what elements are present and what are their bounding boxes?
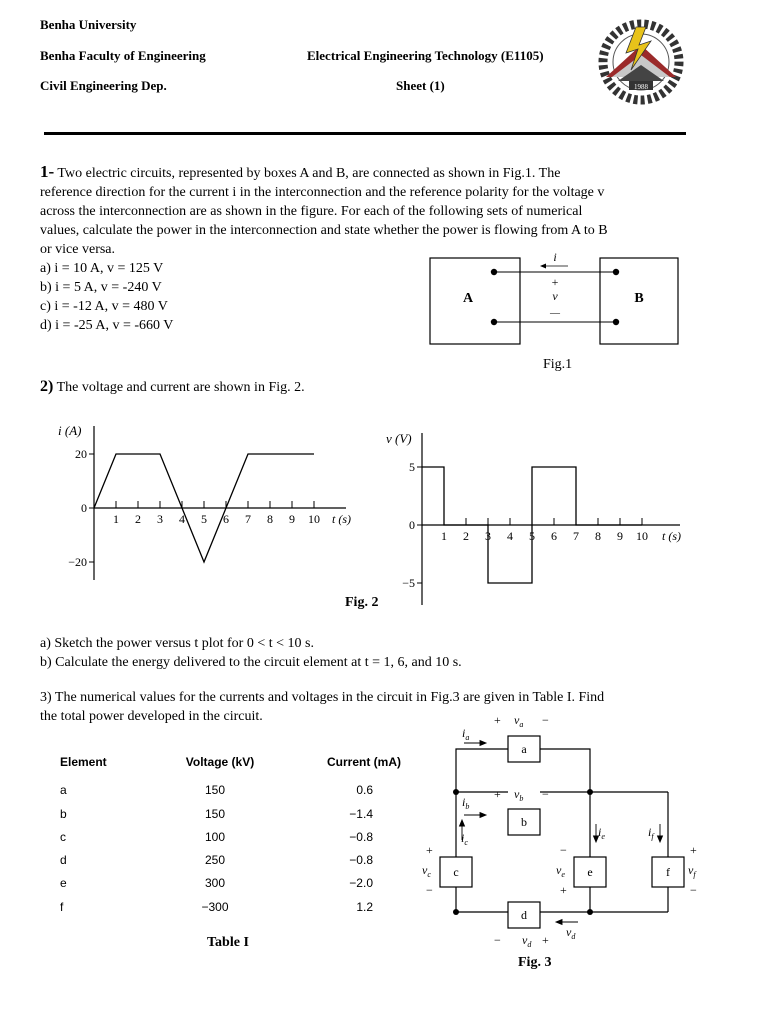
x-tick-label: 2: [463, 529, 469, 543]
table-row: [60, 853, 373, 867]
svg-text:−2.0: −2.0: [349, 876, 373, 890]
svg-text:+: +: [542, 933, 549, 947]
fig-3-caption: Fig. 3: [518, 955, 552, 970]
svg-text:+: +: [560, 883, 567, 897]
svg-text:f: f: [666, 865, 670, 879]
svg-text:b: b: [60, 807, 67, 821]
table-row: [60, 900, 373, 914]
svg-text:vd: $v_d$: [566, 925, 576, 941]
svg-text:v: v: [552, 289, 558, 303]
series-line: [422, 467, 642, 583]
x-tick-label: 4: [179, 512, 185, 526]
course-title: Electrical Engineering Technology (E1105): [307, 48, 544, 63]
svg-text:−: −: [560, 843, 567, 857]
svg-text:vb: $v_b$: [514, 787, 524, 803]
svg-text:+: +: [426, 843, 433, 857]
university-logo: [596, 15, 686, 110]
x-tick-label: 9: [289, 512, 295, 526]
svg-text:ic: $i_c$: [461, 831, 468, 847]
question-2-text: 2) The voltage and current are shown in Fig. 2.: [40, 378, 305, 395]
case-a: a) i = 10 A, v = 125 V: [40, 261, 164, 276]
svg-text:300: 300: [204, 876, 226, 890]
x-tick-label: 10: [308, 512, 320, 526]
x-tick-label: 5: [201, 512, 207, 526]
university-name: Benha University: [40, 17, 137, 32]
svg-text:−: −: [494, 933, 501, 947]
fig-3-circuit: [418, 712, 708, 952]
header-divider: [44, 132, 686, 135]
fig-1-caption: Fig.1: [543, 357, 573, 372]
voltage-chart: [380, 428, 710, 608]
case-c: c) i = -12 A, v = 480 V: [40, 299, 168, 314]
fig-1-diagram: [428, 250, 694, 350]
svg-text:f: f: [60, 900, 64, 914]
part-a: a) Sketch the power versus t plot for 0 < t < 10 s.: [40, 636, 314, 651]
svg-text:ie: $i_e$: [598, 825, 605, 841]
x-tick-label: 8: [595, 529, 601, 543]
x-axis-label: t (s): [332, 512, 351, 526]
table-i-caption: Table I: [207, 935, 249, 950]
svg-text:150: 150: [204, 783, 226, 797]
table-header-current: Current (mA): [327, 755, 401, 769]
svg-text:−: −: [426, 883, 433, 897]
x-tick-label: 2: [135, 512, 141, 526]
x-axis-label: t (s): [662, 529, 681, 543]
svg-text:a: a: [60, 783, 67, 797]
question-1-text: 1- Two electric circuits, represented by boxes A and B, are connected as shown in Fig.1. The reference direction for the current i in the interconnection and the reference polarity for the voltage v across the interconnection are as shown in the figure. For each of the following sets of numerical values, calculate the power in the interconnection and state whether the power is flowing from A to B or vice versa. a) i = 10 A, v = 125 V b) i = 5 A, v = -240 V c) i = -12 A, v = 480 V d) i = -25 A, v = -660 V: [40, 162, 720, 335]
svg-text:+: +: [551, 275, 559, 289]
y-tick-label: 0: [409, 518, 415, 532]
table-row: [60, 830, 373, 844]
x-tick-label: 8: [267, 512, 273, 526]
svg-text:ia: $i_a$: [462, 726, 470, 742]
svg-text:vd: $v_d$: [522, 933, 532, 949]
x-tick-label: 6: [551, 529, 557, 543]
table-header-element: Element: [60, 755, 107, 769]
y-axis-label: v (V): [386, 431, 412, 446]
y-tick-label: 20: [75, 447, 87, 461]
x-tick-label: 3: [157, 512, 163, 526]
y-tick-label: 5: [409, 460, 415, 474]
svg-text:−: −: [690, 883, 697, 897]
y-tick-label: −20: [68, 555, 87, 569]
fig-2-caption: Fig. 2: [345, 595, 379, 610]
question-3-text: 3) The numerical values for the currents and voltages in the circuit in Fig.3 are given in Table I. Find the total power developed in the circuit.: [40, 690, 605, 724]
x-tick-label: 3: [485, 529, 491, 543]
sheet-title: Sheet (1): [396, 78, 445, 93]
svg-text:ib: $i_b$: [462, 795, 470, 811]
svg-text:1988: 1988: [634, 83, 648, 91]
svg-text:d: d: [60, 853, 67, 867]
x-tick-label: 1: [441, 529, 447, 543]
case-d: d) i = -25 A, v = -660 V: [40, 318, 174, 333]
svg-text:150: 150: [204, 807, 226, 821]
svg-text:−: −: [542, 787, 549, 801]
svg-text:d: d: [521, 908, 527, 922]
svg-text:if: $i_f$: [648, 825, 654, 841]
svg-text:−1.4: −1.4: [349, 807, 373, 821]
svg-text:b: b: [521, 815, 527, 829]
table-row: [60, 807, 373, 821]
svg-text:a: a: [521, 742, 527, 756]
svg-text:−0.8: −0.8: [349, 853, 373, 867]
table-row: [60, 783, 373, 797]
table-i: [40, 745, 420, 960]
x-tick-label: 5: [529, 529, 535, 543]
svg-text:—: —: [550, 308, 560, 319]
svg-text:vc: $v_c$: [422, 863, 431, 879]
svg-text:ve: $v_e$: [556, 863, 565, 879]
svg-text:B: B: [634, 291, 644, 306]
x-tick-label: 1: [113, 512, 119, 526]
x-tick-label: 7: [245, 512, 251, 526]
case-b: b) i = 5 A, v = -240 V: [40, 280, 162, 295]
x-tick-label: 9: [617, 529, 623, 543]
y-axis-label: i (A): [58, 423, 82, 438]
box-a: [430, 258, 520, 344]
svg-text:i: i: [553, 250, 557, 264]
svg-text:c: c: [60, 830, 66, 844]
svg-text:A: A: [462, 291, 474, 306]
svg-text:+: +: [690, 843, 697, 857]
svg-text:100: 100: [204, 830, 226, 844]
svg-text:c: c: [453, 865, 459, 879]
faculty-name: Benha Faculty of Engineering: [40, 48, 206, 63]
question-1-number: 1-: [40, 162, 55, 181]
svg-text:−0.8: −0.8: [349, 830, 373, 844]
svg-text:vf: $v_f$: [688, 863, 696, 879]
svg-text:+: +: [494, 713, 501, 727]
x-tick-label: 6: [223, 512, 229, 526]
table-row: [60, 876, 373, 890]
svg-text:1.2: 1.2: [356, 900, 373, 914]
x-tick-label: 7: [573, 529, 579, 543]
svg-text:e: e: [587, 865, 593, 879]
current-chart: [40, 418, 370, 588]
svg-text:e: e: [60, 876, 67, 890]
svg-text:250: 250: [204, 853, 226, 867]
y-tick-label: 0: [81, 501, 87, 515]
svg-text:−300: −300: [201, 900, 229, 914]
x-tick-label: 10: [636, 529, 648, 543]
x-tick-label: 4: [507, 529, 513, 543]
svg-text:−: −: [542, 713, 549, 727]
svg-text:+: +: [494, 787, 501, 801]
part-b: b) Calculate the energy delivered to the circuit element at t = 1, 6, and 10 s.: [40, 655, 462, 670]
svg-text:va: $v_a$: [514, 713, 524, 729]
table-header-voltage: Voltage (kV): [185, 755, 255, 769]
question-2-parts: [40, 634, 462, 672]
svg-text:0.6: 0.6: [356, 783, 373, 797]
y-tick-label: −5: [402, 576, 415, 590]
department-name: Civil Engineering Dep.: [40, 78, 167, 93]
